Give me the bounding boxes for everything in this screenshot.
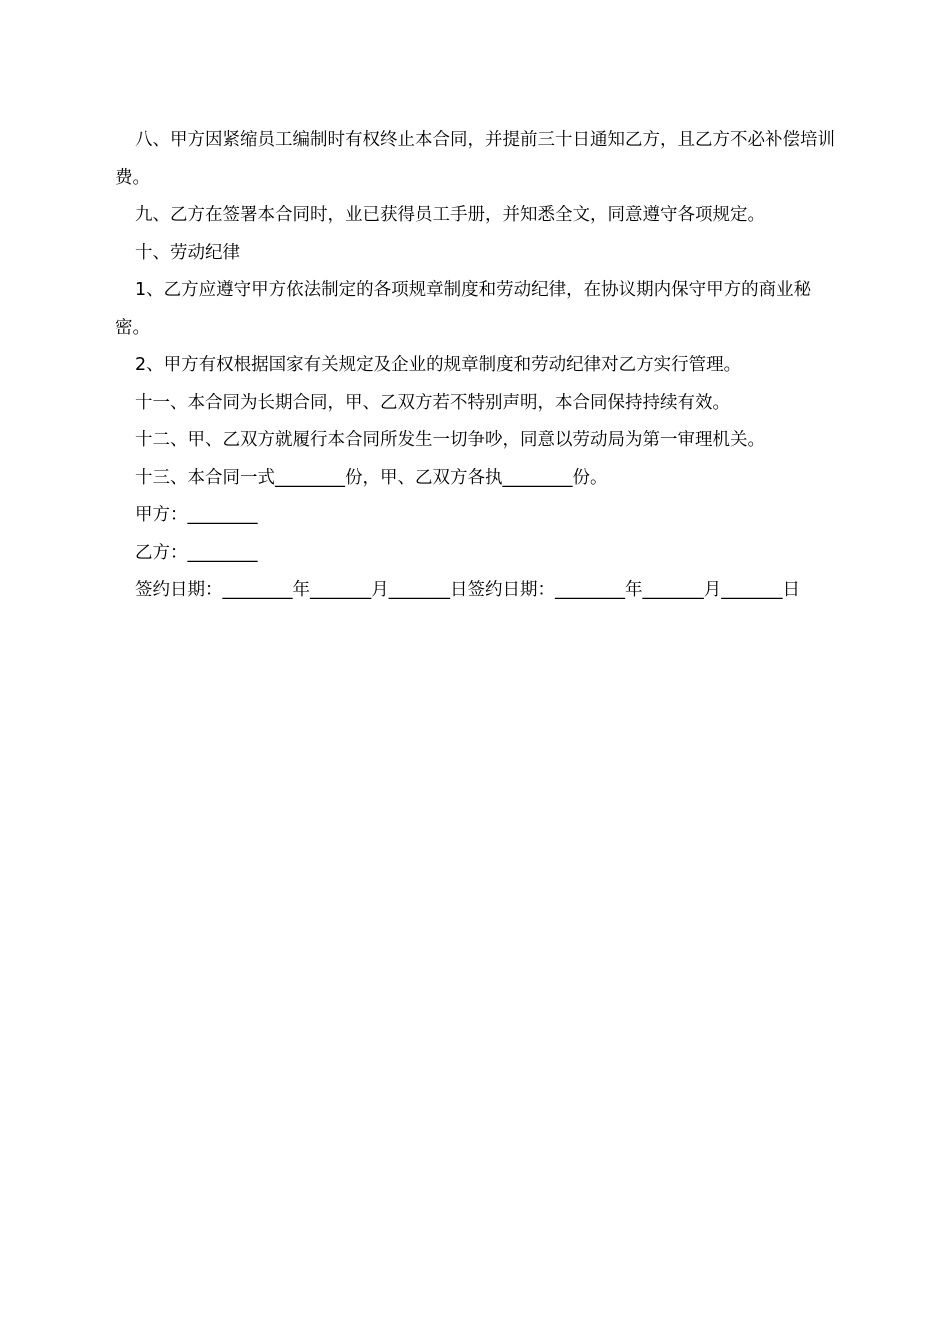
clause-8: 八、甲方因紧缩员工编制时有权终止本合同，并提前三十日通知乙方，且乙方不必补偿培训费。 — [115, 130, 835, 188]
clause-13: 十三、本合同一式________份，甲、乙双方各执________份。 — [135, 467, 608, 488]
signing-date-line: 签约日期：________年_______月_______日签约日期：________年_______月_______日 — [135, 580, 800, 600]
clause-10-item-1: 1、乙方应遵守甲方依法制定的各项规章制度和劳动纪律，在协议期内保守甲方的商业秘密。 — [115, 280, 812, 338]
party-b-signature-line: 乙方：________ — [135, 542, 258, 563]
clause-9: 九、乙方在签署本合同时，业已获得员工手册，并知悉全文，同意遵守各项规定。 — [135, 205, 765, 225]
clause-12: 十二、甲、乙双方就履行本合同所发生一切争吵，同意以劳动局为第一审理机关。 — [135, 430, 765, 450]
clause-10-heading: 十、劳动纪律 — [135, 242, 240, 263]
clause-11: 十一、本合同为长期合同，甲、乙双方若不特别声明，本合同保持持续有效。 — [135, 392, 730, 413]
party-a-signature-line: 甲方：________ — [135, 505, 258, 525]
clause-10-item-2: 2、甲方有权根据国家有关规定及企业的规章制度和劳动纪律对乙方实行管理。 — [135, 355, 742, 375]
contract-body — [115, 122, 840, 610]
